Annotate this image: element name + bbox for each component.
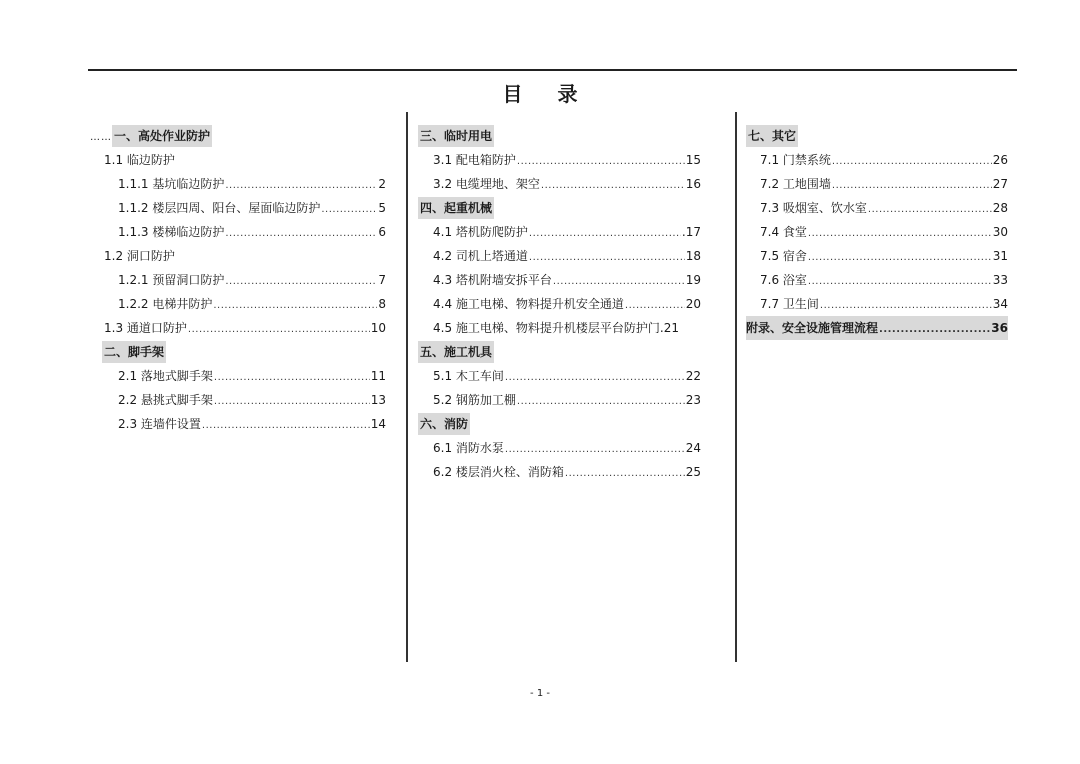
toc-entry[interactable]: 7.5 宿舍 ..... 31 [746, 244, 1008, 268]
toc-entry[interactable]: 6.1 消防水泵 ..... 24 [418, 436, 701, 460]
toc-column-1 [90, 124, 386, 436]
toc-entry[interactable]: 7.7 卫生间 ..... 34 [746, 292, 1008, 316]
toc-entry[interactable]: 4.3 塔机附墙安拆平台 ..... 19 [418, 268, 701, 292]
toc-heading[interactable]: 四、起重机械 [418, 196, 701, 220]
toc-entry[interactable]: 1.1.1 基坑临边防护 ..... 2 [90, 172, 386, 196]
leader-dots: …… [90, 132, 112, 143]
top-rule [88, 69, 1017, 71]
toc-column-2 [418, 124, 701, 484]
toc-entry[interactable]: 2.3 连墙件设置 ..... 14 [90, 412, 386, 436]
toc-heading[interactable]: 三、临时用电 [418, 124, 701, 148]
toc-entry[interactable]: 6.2 楼层消火栓、消防箱 ..... 25 [418, 460, 701, 484]
toc-entry[interactable]: 7.4 食堂 ..... 30 [746, 220, 1008, 244]
toc-entry-appendix[interactable]: 附录、安全设施管理流程 ..... 36 [746, 316, 1008, 340]
toc-subheading[interactable]: 1.2 洞口防护 [104, 249, 175, 263]
toc-heading[interactable]: 七、其它 [746, 124, 1008, 148]
page-number: - 1 - [530, 688, 550, 699]
toc-heading[interactable]: …… 一、高处作业防护 [90, 124, 386, 148]
toc-entry[interactable]: 3.2 电缆埋地、架空 ..... 16 [418, 172, 701, 196]
toc-entry[interactable]: 2.1 落地式脚手架 ..... 11 [90, 364, 386, 388]
column-divider-1 [406, 112, 408, 662]
toc-entry[interactable]: 7.2 工地围墙 ..... 27 [746, 172, 1008, 196]
toc-entry[interactable]: 1.1.3 楼梯临边防护 ..... 6 [90, 220, 386, 244]
toc-heading[interactable]: 五、施工机具 [418, 340, 701, 364]
toc-entry[interactable]: 3.1 配电箱防护 ..... 15 [418, 148, 701, 172]
toc-entry[interactable]: 7.1 门禁系统 ..... 26 [746, 148, 1008, 172]
page-title: 目 录 [502, 82, 592, 106]
toc-column-3 [746, 124, 1008, 340]
toc-entry[interactable]: 4.1 塔机防爬防护 ..... .17 [418, 220, 701, 244]
toc-entry[interactable]: 5.1 木工车间 ..... 22 [418, 364, 701, 388]
toc-entry[interactable]: 4.4 施工电梯、物料提升机安全通道 ..... 20 [418, 292, 701, 316]
toc-entry[interactable]: 1.2.1 预留洞口防护 ..... 7 [90, 268, 386, 292]
column-divider-2 [735, 112, 737, 662]
toc-heading[interactable]: 六、消防 [418, 412, 701, 436]
toc-entry[interactable]: 4.5 施工电梯、物料提升机楼层平台防护门 .21 [433, 321, 679, 335]
toc-entry[interactable]: 1.3 通道口防护 ..... 10 [90, 316, 386, 340]
toc-subheading[interactable]: 1.1 临边防护 [104, 153, 175, 167]
toc-entry[interactable]: 7.6 浴室 ..... 33 [746, 268, 1008, 292]
toc-entry[interactable]: 1.2.2 电梯井防护 ..... 8 [90, 292, 386, 316]
toc-entry[interactable]: 5.2 钢筋加工棚 ..... 23 [418, 388, 701, 412]
toc-entry[interactable]: 4.2 司机上塔通道 ..... 18 [418, 244, 701, 268]
toc-entry[interactable]: 2.2 悬挑式脚手架 ..... 13 [90, 388, 386, 412]
toc-entry[interactable]: 7.3 吸烟室、饮水室 ..... 28 [746, 196, 1008, 220]
toc-entry[interactable]: 1.1.2 楼层四周、阳台、屋面临边防护 ..... 5 [90, 196, 386, 220]
toc-heading[interactable]: 二、脚手架 [90, 340, 386, 364]
